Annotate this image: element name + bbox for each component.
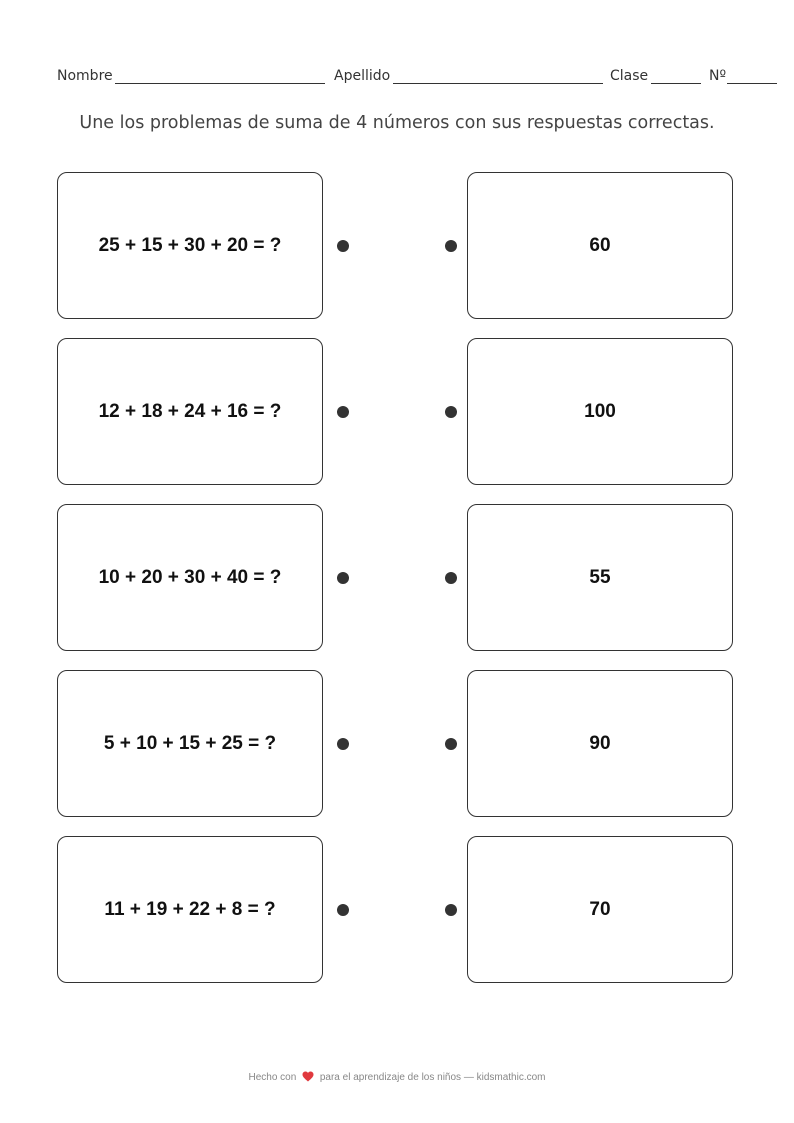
- footer-credit: [0, 1071, 794, 1085]
- class-label: Clase: [610, 68, 649, 84]
- answer-dot-3[interactable]: [445, 572, 457, 584]
- problem-card-4: 5 + 10 + 15 + 25 = ?: [57, 670, 323, 817]
- heart-icon: [302, 1071, 314, 1085]
- answer-dot-4[interactable]: [445, 738, 457, 750]
- instruction-text: Une los problemas de suma de 4 números con sus respuestas correctas.: [79, 113, 715, 133]
- footer-text-before: Hecho con: [248, 1072, 297, 1083]
- footer-text-after: para el aprendizaje de los niños — kidsmathic.com: [319, 1072, 546, 1083]
- answer-dot-2[interactable]: [445, 406, 457, 418]
- answer-dot-5[interactable]: [445, 904, 457, 916]
- problem-dot-5[interactable]: [337, 904, 349, 916]
- problem-card-1: 25 + 15 + 30 + 20 = ?: [57, 172, 323, 319]
- surname-field[interactable]: [393, 83, 603, 84]
- student-info-header: [57, 68, 777, 88]
- answer-card-5: 70: [467, 836, 733, 983]
- number-field[interactable]: [727, 83, 777, 84]
- answer-card-4: 90: [467, 670, 733, 817]
- problem-dot-2[interactable]: [337, 406, 349, 418]
- number-label: Nº: [709, 68, 727, 84]
- surname-label: Apellido: [334, 68, 391, 84]
- problem-dot-4[interactable]: [337, 738, 349, 750]
- problem-dot-1[interactable]: [337, 240, 349, 252]
- problem-card-2: 12 + 18 + 24 + 16 = ?: [57, 338, 323, 485]
- answer-dot-1[interactable]: [445, 240, 457, 252]
- problem-card-5: 11 + 19 + 22 + 8 = ?: [57, 836, 323, 983]
- answer-card-2: 100: [467, 338, 733, 485]
- class-field[interactable]: [651, 83, 701, 84]
- problem-card-3: 10 + 20 + 30 + 40 = ?: [57, 504, 323, 651]
- answer-card-3: 55: [467, 504, 733, 651]
- answer-card-1: 60: [467, 172, 733, 319]
- name-label: Nombre: [57, 68, 113, 84]
- problem-dot-3[interactable]: [337, 572, 349, 584]
- name-field[interactable]: [115, 83, 325, 84]
